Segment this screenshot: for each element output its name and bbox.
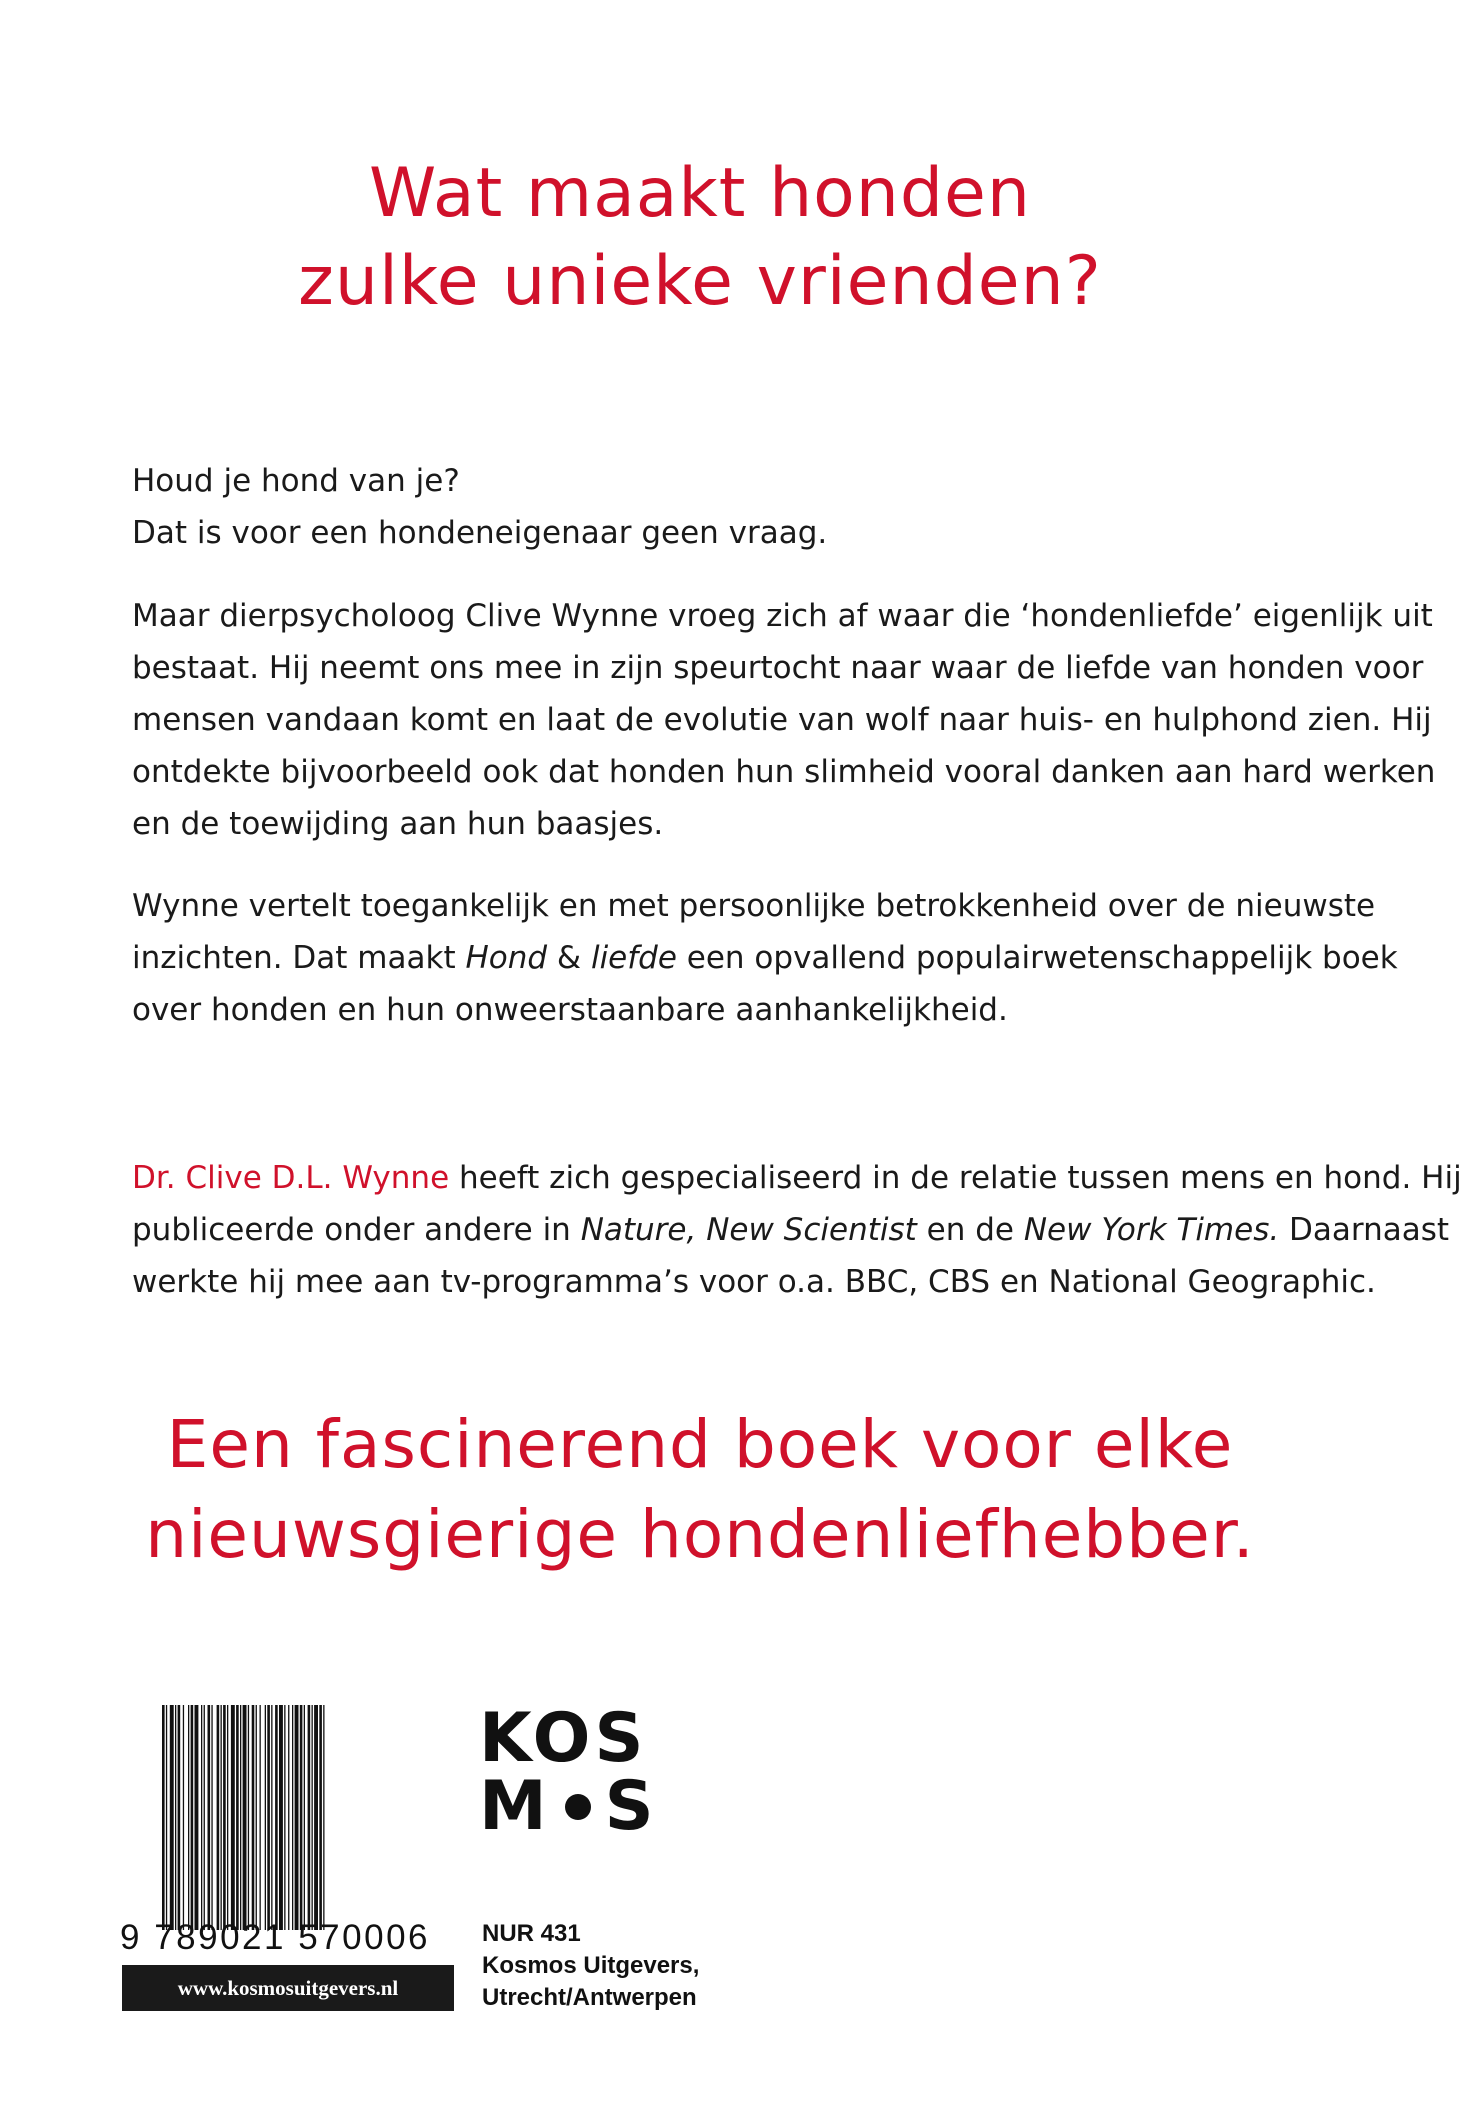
headline-tagline xyxy=(0,1400,1400,1580)
barcode-bar xyxy=(208,1705,211,1930)
barcode-bar xyxy=(195,1705,199,1930)
headline-question xyxy=(0,150,1400,326)
barcode-icon xyxy=(160,1705,420,1930)
barcode-bar xyxy=(170,1705,174,1930)
barcode-bar xyxy=(271,1705,272,1930)
publisher-location: Utrecht/Antwerpen xyxy=(482,1984,697,2011)
headline-question-line-1: Wat maakt honden xyxy=(369,154,1031,233)
barcode-bar xyxy=(204,1705,205,1930)
description-paragraph-1 xyxy=(132,590,1436,850)
description-1-line-5: en de toewijding aan hun baasjes. xyxy=(132,806,664,842)
logo-row-1: KOS xyxy=(479,1699,648,1778)
logo-dot-icon xyxy=(565,1794,591,1820)
barcode-bar xyxy=(314,1705,318,1930)
website-label: www.kosmosuitgevers.nl xyxy=(122,1965,454,2011)
barcode-bar xyxy=(267,1705,270,1930)
book-title-hond: Hond xyxy=(465,940,548,976)
logo-row-2 xyxy=(479,1767,658,1846)
barcode-bar xyxy=(188,1705,189,1930)
logo-row-2-left: M xyxy=(479,1767,551,1846)
description-2-line-2-pre: inzichten. Dat maakt xyxy=(132,940,466,976)
nur-code: NUR 431 xyxy=(482,1920,581,1947)
barcode-bar xyxy=(236,1705,239,1930)
barcode-bar xyxy=(275,1705,278,1930)
barcode-bar xyxy=(279,1705,283,1930)
barcode-bar xyxy=(300,1705,303,1930)
intro-line-2: Dat is voor een hondeneigenaar geen vraag. xyxy=(132,515,828,551)
description-1-line-1: Maar dierpsycholoog Clive Wynne vroeg zich af waar die ‘hondenliefde’ eigenlijk uit xyxy=(132,598,1433,634)
barcode-bar xyxy=(221,1705,222,1930)
headline-tagline-line-2: nieuwsgierige hondenliefhebber. xyxy=(145,1496,1255,1573)
barcode-bar xyxy=(243,1705,247,1930)
barcode-bar xyxy=(295,1705,299,1930)
barcode-bar xyxy=(323,1705,324,1930)
publisher-name: Kosmos Uitgevers, xyxy=(482,1952,700,1979)
kosmos-logo xyxy=(479,1699,658,1846)
logo-row-2-right: S xyxy=(604,1767,658,1846)
barcode-bar xyxy=(292,1705,293,1930)
barcode-bar xyxy=(308,1705,311,1930)
description-1-line-4: ontdekte bijvoorbeeld ook dat honden hun slimheid vooral danken aan hard werken xyxy=(132,754,1436,790)
barcode-bar xyxy=(217,1705,220,1930)
author-bio-line-2 xyxy=(132,1204,1450,1256)
barcode-bar xyxy=(265,1705,266,1930)
author-name: Dr. Clive D.L. Wynne xyxy=(132,1160,450,1196)
barcode-bar xyxy=(178,1705,181,1930)
barcode-bar xyxy=(162,1705,165,1930)
author-bio-line-2-mid: en de xyxy=(916,1212,1024,1248)
isbn-number: 9 789021 570006 xyxy=(120,1918,430,1957)
author-bio-line-2-pre: publiceerde onder andere in xyxy=(132,1212,581,1248)
intro-paragraph xyxy=(132,455,1272,559)
description-2-line-2 xyxy=(132,932,1398,984)
publisher-info xyxy=(482,1918,699,2014)
description-2-line-2-post: een opvallend populairwetenschappelijk boek xyxy=(676,940,1398,976)
barcode-bar xyxy=(288,1705,289,1930)
barcode-bar xyxy=(260,1705,261,1930)
barcode-bar xyxy=(201,1705,202,1930)
barcode-bar xyxy=(319,1705,322,1930)
description-1-line-2: bestaat. Hij neemt ons mee in zijn speurtocht naar waar de liefde van honden voor xyxy=(132,650,1424,686)
barcode-bar xyxy=(211,1705,212,1930)
barcode-bar xyxy=(248,1705,249,1930)
barcode-area xyxy=(160,1705,420,1935)
barcode-bar xyxy=(304,1705,305,1930)
barcode-bar xyxy=(166,1705,167,1930)
barcode-bar xyxy=(191,1705,194,1930)
barcode-bar xyxy=(183,1705,184,1930)
book-title-liefde: liefde xyxy=(590,940,677,976)
barcode-bar xyxy=(252,1705,255,1930)
publication-nature: Nature, New Scientist xyxy=(580,1212,917,1248)
author-bio-line-1 xyxy=(132,1152,1462,1204)
barcode-bar xyxy=(312,1705,313,1930)
barcode-bar xyxy=(175,1705,176,1930)
description-2-line-1: Wynne vertelt toegankelijk en met persoonlijke betrokkenheid over de nieuwste xyxy=(132,888,1376,924)
intro-line-1: Houd je hond van je? xyxy=(132,463,460,499)
author-bio-line-3: werkte hij mee aan tv-programma’s voor o.a. BBC, CBS en National Geographic. xyxy=(132,1264,1376,1300)
description-1-line-3: mensen vandaan komt en laat de evolutie van wolf naar huis- en hulphond zien. Hij xyxy=(132,702,1432,738)
publication-nyt: New York Times. xyxy=(1023,1212,1280,1248)
barcode-bar xyxy=(231,1705,235,1930)
author-bio-line-1-rest: heeft zich gespecialiseerd in de relatie tussen mens en hond. Hij xyxy=(449,1160,1462,1196)
barcode-bar xyxy=(223,1705,226,1930)
author-bio xyxy=(132,1152,1462,1308)
headline-question-line-2: zulke unieke vrienden? xyxy=(298,242,1102,321)
barcode-bar xyxy=(256,1705,257,1930)
headline-tagline-line-1: Een fascinerend boek voor elke xyxy=(166,1406,1234,1483)
barcode-bar xyxy=(227,1705,228,1930)
description-2-line-3: over honden en hun onweerstaanbare aanhankelijkheid. xyxy=(132,992,1008,1028)
book-title-ampersand: & xyxy=(547,940,591,976)
barcode-bar xyxy=(240,1705,241,1930)
barcode-bar xyxy=(284,1705,285,1930)
description-paragraph-2 xyxy=(132,880,1398,1036)
author-bio-line-2-post: Daarnaast xyxy=(1279,1212,1450,1248)
